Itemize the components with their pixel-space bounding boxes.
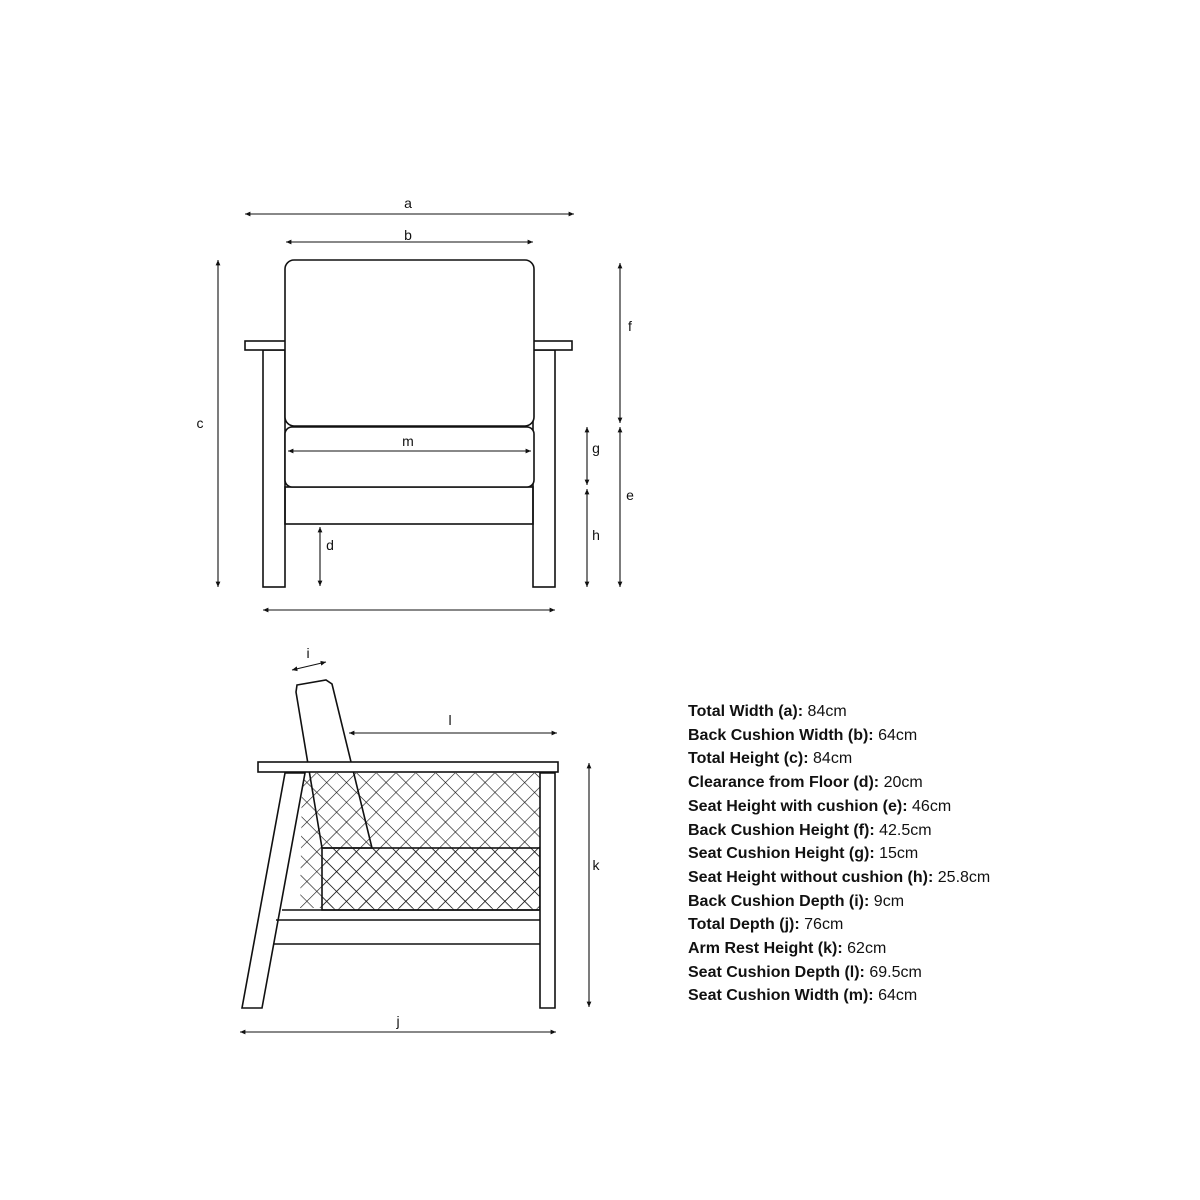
dimension-label: Seat Cushion Width (m): — [688, 987, 874, 1005]
dimension-row — [688, 700, 990, 724]
dimension-label: Total Width (a): — [688, 703, 804, 720]
label-d: d — [326, 537, 334, 553]
side-back-leg — [242, 773, 305, 1008]
front-left-armrest — [245, 341, 287, 350]
dimension-row — [688, 795, 990, 819]
dimension-row — [688, 890, 990, 914]
front-view — [245, 260, 572, 587]
label-j: j — [396, 1013, 400, 1029]
dimension-value: 25.8cm — [937, 868, 991, 886]
dimension-label: Seat Cushion Depth (l): — [688, 963, 865, 981]
dimension-value: 46cm — [912, 797, 952, 815]
side-front-leg — [540, 773, 555, 1008]
front-seat-rail — [285, 487, 533, 524]
dimension-value: 84cm — [807, 703, 847, 720]
label-l: l — [448, 712, 452, 728]
dimension-row — [688, 747, 990, 771]
front-right-armrest — [533, 341, 572, 350]
dimension-row — [688, 984, 990, 1008]
dimension-value: 69.5cm — [869, 963, 922, 981]
dimension-label: Seat Cushion Height (g): — [688, 845, 875, 863]
label-e: e — [626, 487, 634, 503]
dimension-label: Back Cushion Width (b): — [688, 726, 874, 744]
dimension-row — [688, 866, 990, 890]
label-h: h — [592, 527, 600, 543]
dimension-row — [688, 961, 990, 985]
dimension-label: Total Depth (j): — [688, 916, 800, 934]
label-f: f — [628, 318, 632, 334]
dimension-row — [688, 937, 990, 961]
dimension-value: 62cm — [847, 940, 887, 958]
dimension-row — [688, 913, 990, 937]
label-m: m — [402, 433, 414, 449]
dimension-value: 9cm — [873, 892, 905, 910]
label-a: a — [404, 195, 412, 211]
dimension-value: 42.5cm — [879, 821, 932, 839]
side-seat-cushion — [322, 848, 540, 910]
dimension-list — [688, 700, 990, 1008]
side-view — [242, 680, 558, 1008]
front-back-cushion — [285, 260, 534, 426]
front-right-leg — [533, 350, 555, 587]
dimension-label: Arm Rest Height (k): — [688, 940, 843, 958]
label-c: c — [196, 415, 204, 431]
dimension-value: 64cm — [878, 726, 918, 744]
dim-line-i — [292, 662, 326, 670]
label-g: g — [592, 440, 600, 456]
dimension-row — [688, 724, 990, 748]
dimension-value: 84cm — [813, 750, 853, 768]
dimension-value: 64cm — [878, 987, 918, 1005]
dimension-label: Back Cushion Depth (i): — [688, 892, 870, 910]
dimension-label: Back Cushion Height (f): — [688, 821, 875, 839]
dimension-label: Clearance from Floor (d): — [688, 774, 880, 792]
label-i: i — [306, 645, 310, 661]
label-k: k — [592, 857, 600, 873]
dimension-label: Seat Height with cushion (e): — [688, 797, 908, 815]
dimension-value: 76cm — [804, 916, 844, 934]
dimension-label: Seat Height without cushion (h): — [688, 868, 934, 886]
dimension-row — [688, 819, 990, 843]
side-armrest — [258, 762, 558, 772]
front-left-leg — [263, 350, 285, 587]
label-b: b — [404, 227, 412, 243]
dimension-value: 15cm — [879, 845, 919, 863]
dimension-row — [688, 771, 990, 795]
dimension-value: 20cm — [883, 774, 923, 792]
dimension-label: Total Height (c): — [688, 750, 809, 768]
dimension-row — [688, 842, 990, 866]
